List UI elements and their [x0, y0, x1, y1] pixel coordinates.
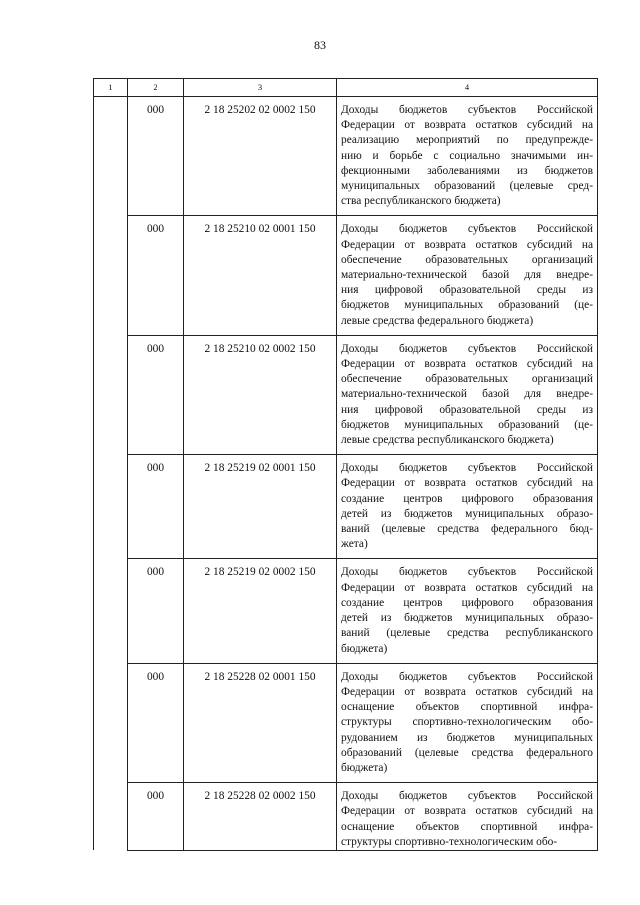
table-row	[94, 335, 598, 454]
description-line: детей из бюджетов муниципальных образо-	[341, 507, 593, 520]
description-line: Доходы бюджетов субъектов Российской	[341, 104, 593, 116]
admin-code-cell: 000	[128, 455, 184, 559]
revenue-description-cell	[337, 559, 598, 663]
description-line: Федерации от возврата остатков субсидий на	[341, 581, 593, 594]
description-line: создание центров цифрового образования	[341, 596, 593, 609]
description-line: бюджетов муниципальных образований (це-	[341, 418, 593, 431]
column-number-4: 4	[337, 79, 598, 97]
table-row	[94, 97, 598, 216]
description-line: ваний (целевые средства федерального бюд-	[341, 523, 593, 536]
description-line: обеспечение образовательных организаций	[341, 253, 593, 266]
table-body	[94, 79, 598, 851]
admin-code-cell: 000	[128, 216, 184, 335]
description-line: Федерации от возврата остатков субсидий на	[341, 358, 593, 371]
description-line: Доходы бюджетов субъектов Российской	[341, 223, 593, 236]
description-line: материально-технической базой для внедре-	[341, 388, 593, 401]
revenue-description-cell	[337, 216, 598, 335]
admin-code-cell: 000	[128, 97, 184, 216]
admin-code-cell: 000	[128, 783, 184, 851]
budget-revenue-table	[93, 78, 598, 851]
revenue-description-cell	[337, 97, 598, 216]
description-line: создание центров цифрового образования	[341, 492, 593, 505]
description-line: ства республиканского бюджета)	[341, 195, 501, 208]
revenue-description-cell	[337, 783, 598, 851]
description-line: рудованием из бюджетов муниципальных	[341, 731, 593, 744]
description-line: левые средства республиканского бюджета)	[341, 434, 554, 447]
revenue-code-cell: 2 18 25202 02 0002 150	[184, 97, 337, 216]
admin-code-cell: 000	[128, 559, 184, 663]
revenue-code-cell: 2 18 25219 02 0002 150	[184, 559, 337, 663]
page-number: 83	[314, 38, 326, 52]
description-line: детей из бюджетов муниципальных образо-	[341, 612, 593, 625]
description-line: материально-технической базой для внедре-	[341, 269, 593, 282]
table-row	[94, 783, 598, 851]
admin-code-cell: 000	[128, 663, 184, 782]
description-line: оснащение объектов спортивной инфра-	[341, 701, 593, 714]
description-line: бюджетов муниципальных образований (це-	[341, 299, 593, 312]
revenue-description-cell	[337, 663, 598, 782]
description-line: жета)	[341, 538, 368, 551]
description-line: ния цифровой образовательной среды из	[341, 284, 593, 297]
revenue-code-cell: 2 18 25228 02 0002 150	[184, 783, 337, 851]
description-line: Доходы бюджетов субъектов Российской	[341, 790, 593, 803]
description-line: нию и борьбе с социально значимыми ин-	[341, 149, 593, 162]
description-line: бюджета)	[341, 761, 388, 774]
description-line: оснащение объектов спортивной инфра-	[341, 820, 593, 833]
column-number-3: 3	[184, 79, 337, 97]
revenue-code-cell: 2 18 25210 02 0001 150	[184, 216, 337, 335]
description-line: бюджета)	[341, 642, 388, 655]
revenue-description-cell	[337, 455, 598, 559]
description-line: структуры спортивно-технологическим обо-	[341, 835, 558, 848]
description-line: Доходы бюджетов субъектов Российской	[341, 462, 593, 475]
description-line: Федерации от возврата остатков субсидий на	[341, 119, 593, 132]
column-number-1: 1	[94, 79, 128, 97]
description-line: фекционными заболеваниями из бюджетов	[341, 164, 593, 177]
description-line: ния цифровой образовательной среды из	[341, 403, 593, 416]
column-1-cell	[94, 97, 128, 851]
description-line: Доходы бюджетов субъектов Российской	[341, 670, 593, 683]
description-line: Федерации от возврата остатков субсидий на	[341, 685, 593, 698]
description-line: Доходы бюджетов субъектов Российской	[341, 342, 593, 355]
column-number-row	[94, 79, 598, 97]
description-line: Федерации от возврата остатков субсидий на	[341, 805, 593, 818]
description-line: ваний (целевые средства республиканского	[341, 627, 593, 640]
admin-code-cell: 000	[128, 335, 184, 454]
table-row	[94, 663, 598, 782]
description-line: муниципальных образований (целевые сред-	[341, 180, 593, 193]
revenue-description-cell	[337, 335, 598, 454]
table-row	[94, 216, 598, 335]
description-line: обеспечение образовательных организаций	[341, 373, 593, 386]
description-line: Федерации от возврата остатков субсидий на	[341, 238, 593, 251]
table-row	[94, 455, 598, 559]
revenue-code-cell: 2 18 25228 02 0001 150	[184, 663, 337, 782]
description-line: образований (целевые средства федерального	[341, 746, 593, 759]
column-number-2: 2	[128, 79, 184, 97]
description-line: Федерации от возврата остатков субсидий на	[341, 477, 593, 490]
description-line: Доходы бюджетов субъектов Российской	[341, 566, 593, 579]
revenue-code-cell: 2 18 25219 02 0001 150	[184, 455, 337, 559]
revenue-code-cell: 2 18 25210 02 0002 150	[184, 335, 337, 454]
description-line: реализацию мероприятий по предупрежде-	[341, 134, 593, 147]
description-line: структуры спортивно-технологическим обо-	[341, 716, 593, 729]
table-row	[94, 559, 598, 663]
description-line: левые средства федерального бюджета)	[341, 314, 534, 327]
